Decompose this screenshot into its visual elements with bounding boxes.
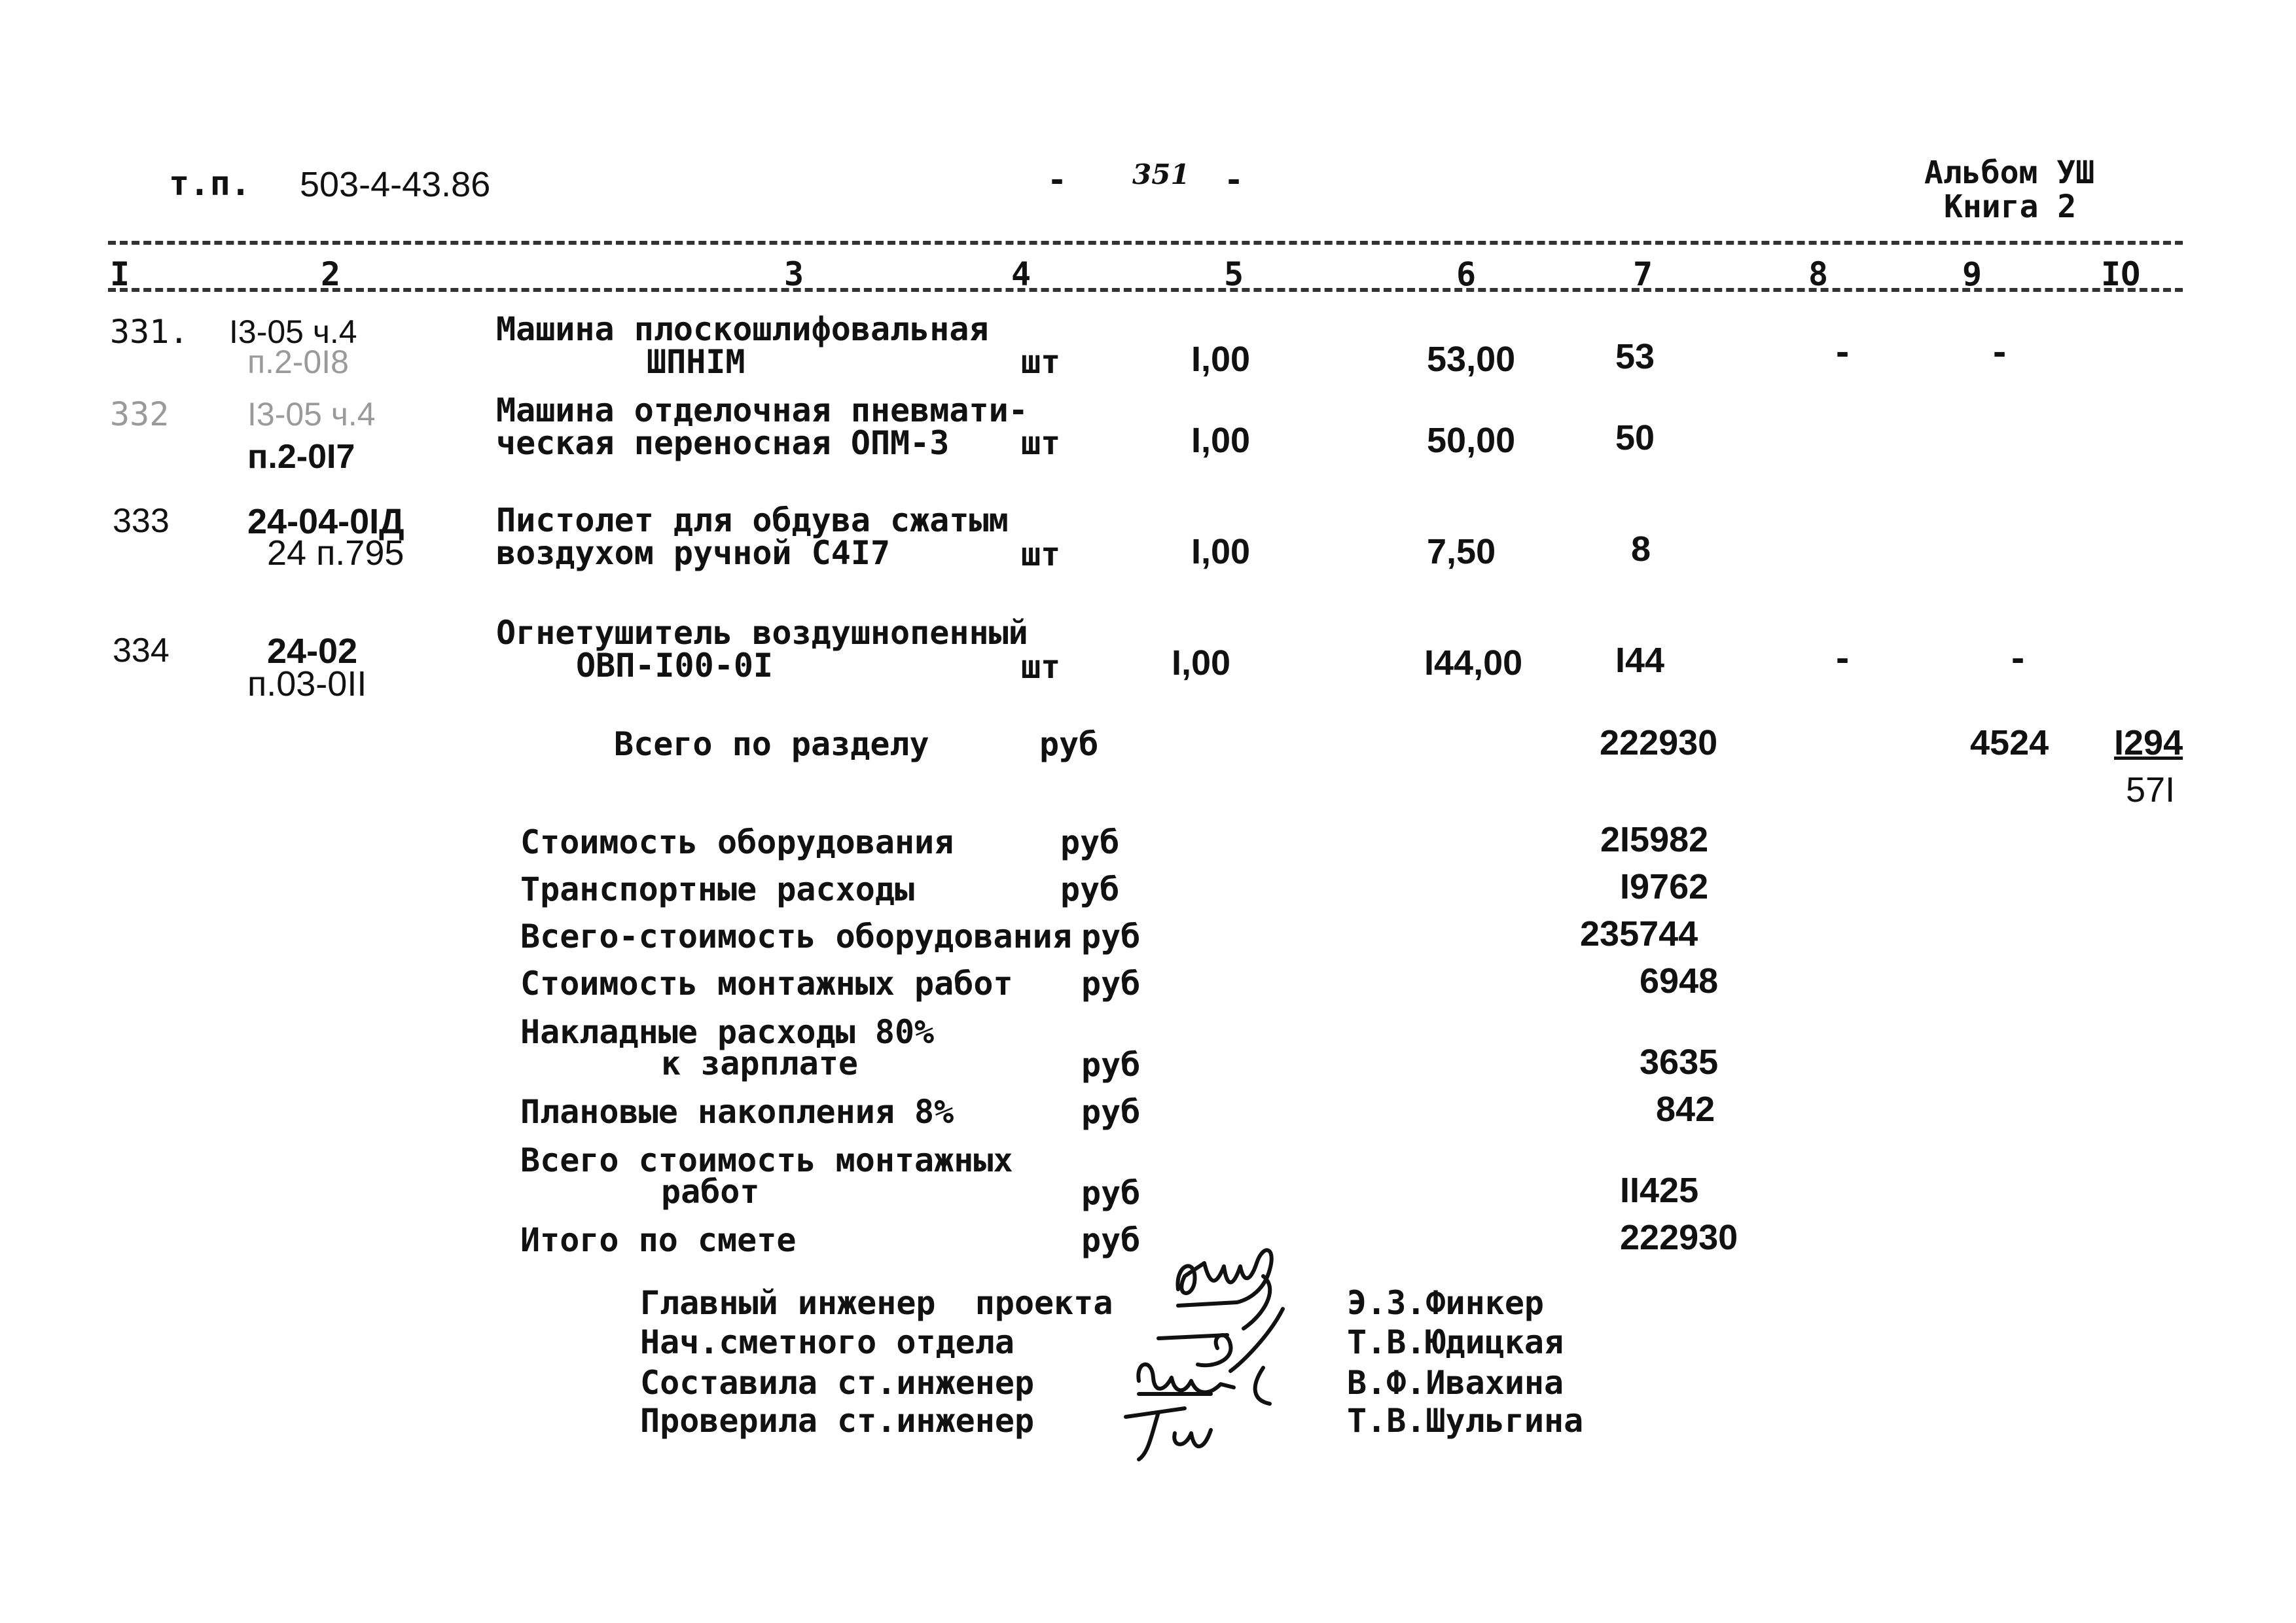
row-unit: шт	[1021, 424, 1061, 462]
summary-value: 222930	[1620, 1218, 1738, 1257]
summary-unit: руб	[1060, 823, 1120, 861]
book-label: Книга 2	[1944, 188, 2077, 225]
signature-name: Т.В.Юдицкая	[1347, 1323, 1564, 1361]
column-header: 6	[1456, 255, 1477, 293]
row-price: 7,50	[1427, 532, 1496, 571]
row-number: 331.	[110, 313, 189, 351]
summary-label: Стоимость оборудования	[520, 823, 954, 861]
row-code-line2: п.2-0I7	[247, 438, 355, 476]
header-rule-top	[108, 241, 2183, 245]
summary-unit: руб	[1081, 1174, 1141, 1212]
column-header: 9	[1962, 255, 1982, 293]
row-price: 50,00	[1427, 421, 1516, 460]
column-header: I	[110, 255, 130, 293]
row-code: 24-04-0IД	[247, 502, 404, 541]
summary-label-line2: работ	[661, 1173, 760, 1211]
summary-value: 235744	[1580, 914, 1698, 954]
summary-unit: руб	[1060, 870, 1120, 908]
row-code-line2: 24 п.795	[267, 533, 404, 573]
summary-label: Стоимость монтажных работ	[520, 965, 1013, 1003]
row-total: 50	[1615, 418, 1655, 457]
summary-value: 3635	[1640, 1043, 1719, 1082]
page-dash-left: -	[1047, 161, 1067, 199]
row-col8: -	[1833, 334, 1853, 372]
row-name-line2: ОВП-I00-0I	[576, 647, 774, 685]
signature-role: Нач.сметного отдела	[640, 1323, 1014, 1361]
page-dash-right: -	[1224, 161, 1244, 199]
row-col9: -	[2008, 640, 2028, 678]
column-header: 4	[1011, 255, 1031, 293]
signature-name: Э.З.Финкер	[1347, 1284, 1545, 1322]
row-number: 333	[113, 502, 170, 540]
summary-label-line2: к зарплате	[661, 1044, 859, 1082]
column-header: IO	[2101, 255, 2141, 293]
row-unit: шт	[1021, 648, 1061, 686]
signature-role: Проверила ст.инженер	[640, 1402, 1035, 1440]
row-code: 24-02	[267, 632, 358, 671]
row-number: 334	[113, 632, 170, 669]
row-code: I3-05 ч.4	[247, 396, 376, 433]
header-rule-bottom	[108, 288, 2183, 292]
doc-number: 503-4-43.86	[300, 165, 491, 204]
row-name-line2: ШПНIМ	[647, 343, 745, 381]
signature-role: Составила ст.инженер	[640, 1364, 1035, 1402]
page-number: 351	[1132, 158, 1190, 190]
column-header: 2	[321, 255, 341, 293]
row-price: 53,00	[1427, 340, 1516, 379]
summary-unit: руб	[1081, 1221, 1141, 1259]
summary-value: II425	[1620, 1171, 1699, 1210]
summary-unit: руб	[1081, 1093, 1141, 1131]
row-col9: -	[1990, 334, 2010, 372]
row-name-line2: воздухом ручной С4I7	[496, 534, 891, 572]
row-name: Машина отделочная пневмати-	[496, 391, 1028, 429]
row-qty: I,00	[1172, 643, 1231, 683]
row-name: Машина плоскошлифовальная	[496, 310, 989, 348]
section-total-col9: 4524	[1970, 723, 2049, 762]
row-qty: I,00	[1191, 340, 1251, 379]
signature-name: Т.В.Шульгина	[1347, 1402, 1584, 1440]
row-total: I44	[1615, 641, 1665, 680]
album-label: Альбом УШ	[1924, 154, 2095, 191]
row-price: I44,00	[1424, 643, 1523, 683]
signature-role: Главный инженер проекта	[640, 1284, 1113, 1322]
column-header: 3	[784, 255, 804, 293]
row-unit: шт	[1021, 343, 1061, 381]
summary-unit: руб	[1081, 1046, 1141, 1084]
row-name: Огнетушитель воздушнопенный	[496, 614, 1028, 652]
row-name: Пистолет для обдува сжатым	[496, 501, 1009, 539]
summary-unit: руб	[1081, 965, 1141, 1003]
row-code-line2: п.03-0II	[247, 664, 367, 704]
row-code-line2: п.2-0I8	[247, 344, 349, 380]
column-header: 8	[1808, 255, 1829, 293]
row-col8: -	[1833, 640, 1853, 678]
handwritten-signatures	[1113, 1237, 1361, 1466]
row-total: 8	[1631, 529, 1651, 569]
signature-name: В.Ф.Ивахина	[1347, 1364, 1564, 1402]
summary-value: 2I5982	[1600, 820, 1709, 859]
row-unit: шт	[1021, 535, 1061, 573]
section-total-col10-bottom: 57I	[2126, 770, 2176, 810]
row-total: 53	[1615, 337, 1655, 376]
summary-value: 6948	[1640, 961, 1719, 1001]
summary-label: Накладные расходы 80%	[520, 1013, 935, 1051]
summary-value: 842	[1656, 1090, 1715, 1129]
column-header: 7	[1633, 255, 1653, 293]
summary-label: Итого по смете	[520, 1221, 797, 1259]
section-total-value: 222930	[1600, 723, 1718, 762]
section-total-label: Всего по разделу	[614, 725, 929, 763]
row-qty: I,00	[1191, 421, 1251, 460]
summary-value: I9762	[1620, 867, 1709, 906]
summary-label: Транспортные расходы	[520, 870, 915, 908]
column-header: 5	[1224, 255, 1244, 293]
summary-label: Плановые накопления 8%	[520, 1093, 954, 1131]
summary-unit: руб	[1081, 918, 1141, 955]
section-total-col10-top: I294	[2114, 723, 2183, 762]
row-name-line2: ческая переносная ОПМ-3	[496, 424, 950, 462]
row-qty: I,00	[1191, 532, 1251, 571]
doc-prefix: т.п.	[169, 164, 251, 204]
row-number: 332	[110, 395, 170, 433]
section-total-unit: руб	[1039, 725, 1099, 763]
summary-label: Всего стоимость монтажных	[520, 1141, 1013, 1179]
summary-label: Всего-стоимость оборудования	[520, 918, 1072, 955]
row-code: I3-05 ч.4	[229, 313, 357, 350]
